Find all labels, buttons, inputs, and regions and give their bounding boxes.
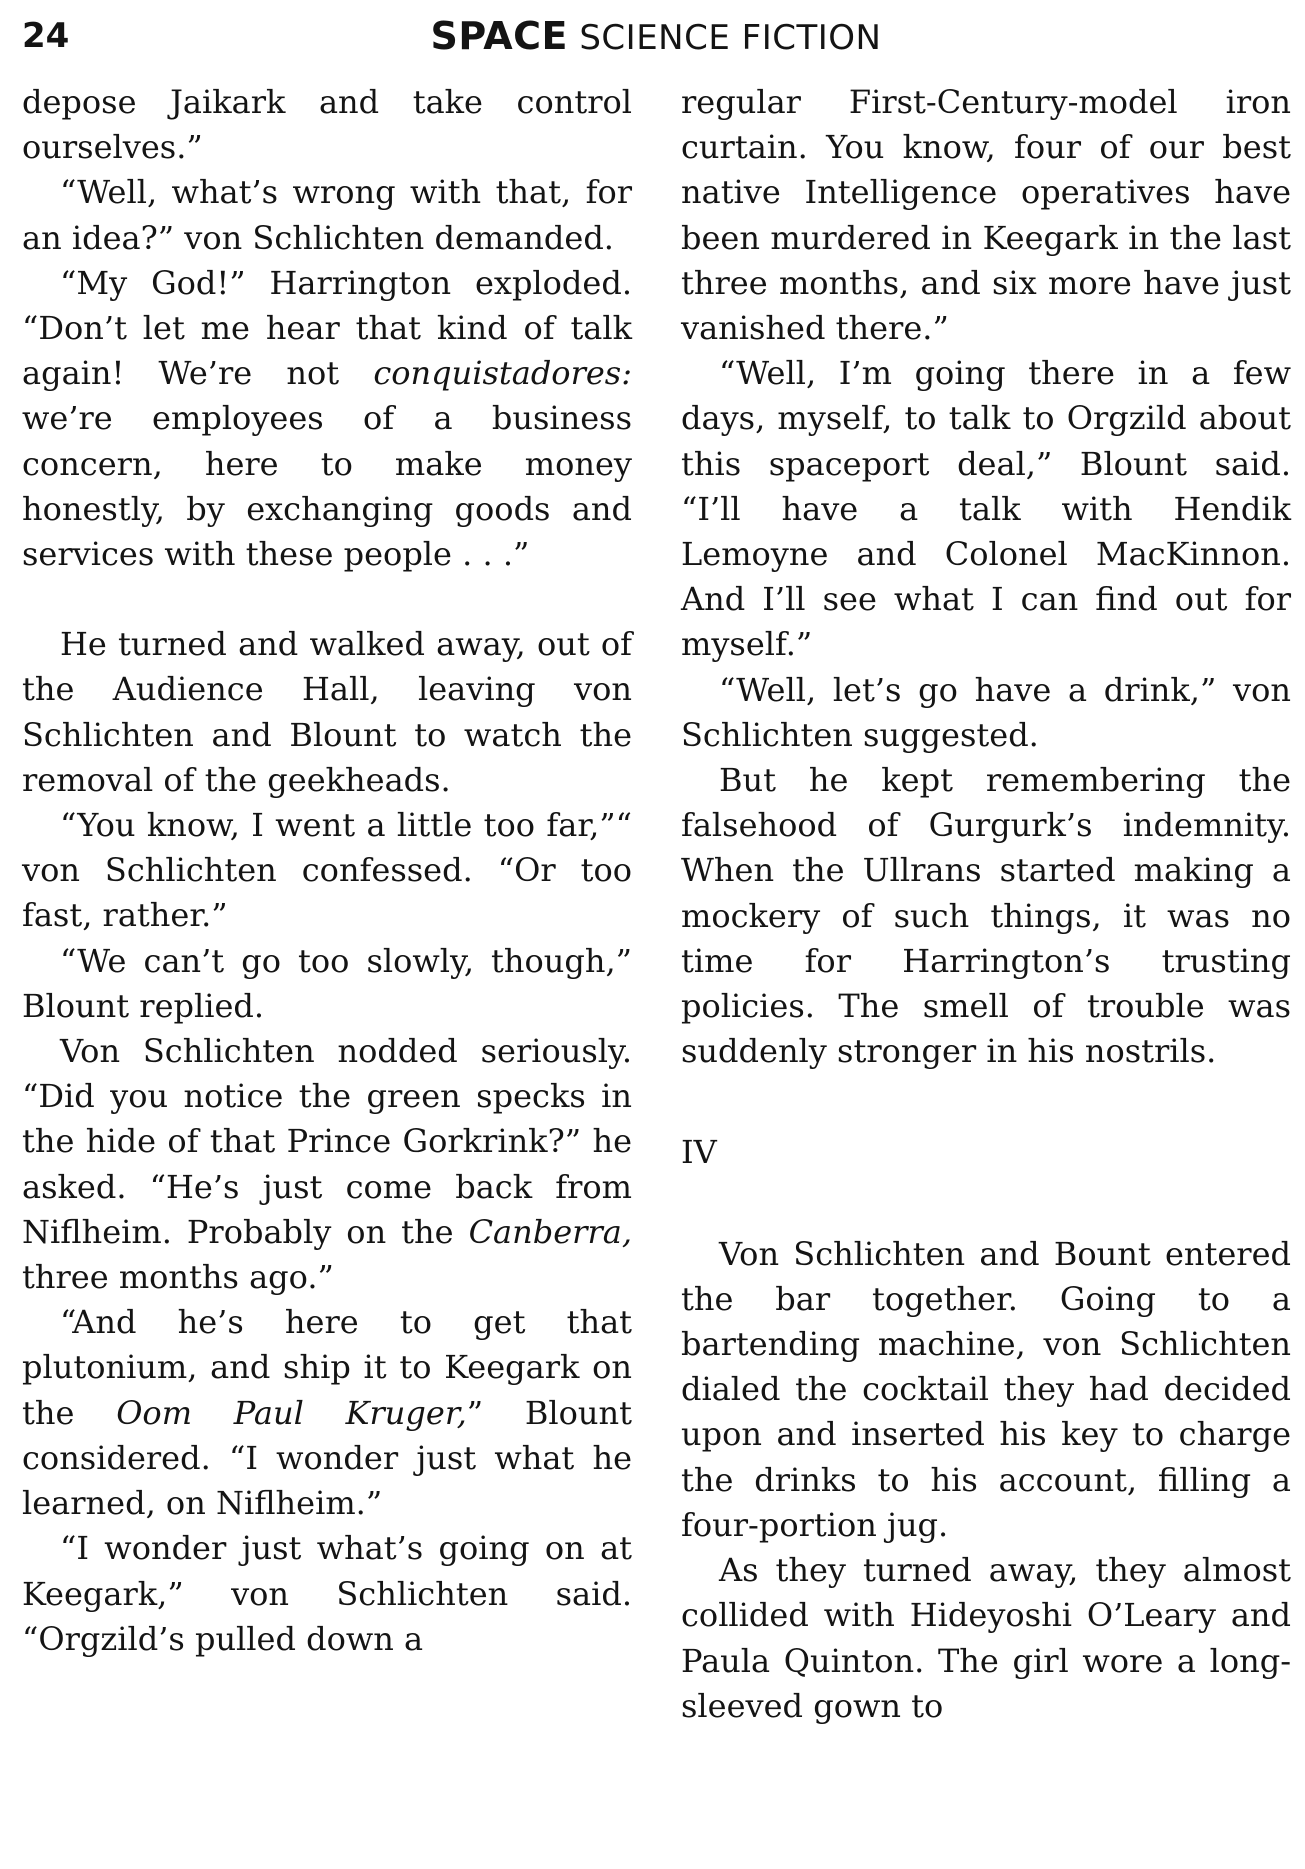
paragraph: “You know, I went a little too far,”“ von Schlichten confessed. “Or too fast, rather.” bbox=[22, 806, 632, 935]
section-spacer bbox=[681, 1074, 1291, 1130]
paragraph: “We can’t go too slowly, though,” Blount replied. bbox=[22, 941, 632, 1025]
page-number: 24 bbox=[22, 16, 70, 56]
section-spacer bbox=[681, 1176, 1291, 1232]
magazine-title-strong: SPACE bbox=[430, 14, 569, 58]
text-run: ” Blount considered. “I wonder just what he learned, on Niflheim.” bbox=[22, 1393, 633, 1523]
paragraph: “I wonder just what’s going on at Keegark,” von Schlichten said. “Orgzild’s pulled down a bbox=[22, 1529, 632, 1658]
paragraph bbox=[22, 1300, 632, 1526]
section-heading: IV bbox=[681, 1133, 717, 1172]
page-header bbox=[22, 12, 1290, 60]
text-run: Von Schlichten nodded seriously. “Did you notice the green specks in the hide of that Prince Gorkrink?” he asked. “He’s just come back from Niflheim. Probably on the bbox=[22, 1032, 632, 1251]
text-run: we’re employees of a business concern, here to make money honestly, by exchanging goods and services with these people . . .” bbox=[22, 399, 632, 574]
paragraph: “Well, let’s go have a drink,” von Schlichten suggested. bbox=[681, 670, 1291, 754]
paragraph bbox=[22, 261, 632, 577]
paragraph: depose Jaikark and take control ourselves.” bbox=[22, 83, 632, 167]
paragraph: regular First-Century-model iron curtain. You know, four of our best native Intelligence operatives have been murdered in Keegark in the last three months, and six more have just vanished there.” bbox=[681, 83, 1291, 348]
text-run: “My God!” Harrington exploded. “Don’t let me hear that kind of talk again! We’re not bbox=[22, 263, 632, 393]
paragraph: “Well, what’s wrong with that, for an idea?” von Schlichten demanded. bbox=[22, 173, 632, 257]
paragraph bbox=[22, 1029, 632, 1300]
left-column bbox=[22, 80, 632, 1662]
italic-text: Oom Paul Kruger, bbox=[116, 1393, 467, 1432]
text-run: “And he’s here to get that plutonium, and ship it to Keegark on the bbox=[22, 1303, 632, 1432]
running-head bbox=[22, 12, 1290, 62]
italic-text: Canberra, bbox=[468, 1212, 632, 1251]
paragraph: Von Schlichten and Bount entered the bar together. Going to a bartending machine, von Schlichten dialed the cocktail they had decided upon and inserted his key to charge the drinks to his account, filling a four-portion jug. bbox=[681, 1234, 1291, 1544]
paragraph: But he kept remembering the falsehood of Gurgurk’s indemnity. When the Ullrans started making a mockery of such things, it was no time for Harrington’s trusting policies. The smell of trouble was suddenly stronger in his nostrils. bbox=[681, 761, 1291, 1071]
text-run: three months ago.” bbox=[22, 1258, 334, 1297]
italic-text: conquistadores: bbox=[373, 354, 632, 393]
magazine-title-rest: SCIENCE FICTION bbox=[579, 18, 882, 58]
paragraph: “Well, I’m going there in a few days, myself, to talk to Orgzild about this spaceport deal,” Blount said. “I’ll have a talk with Hendik Lemoyne and Colonel MacKinnon. And I’ll see what I can find out for myself.” bbox=[681, 354, 1291, 664]
scene-break bbox=[22, 577, 632, 622]
right-column bbox=[681, 80, 1291, 1729]
paragraph: He turned and walked away, out of the Audience Hall, leaving von Schlichten and Blount to watch the removal of the geekheads. bbox=[22, 625, 632, 799]
paragraph: As they turned away, they almost collided with Hideyoshi O’Leary and Paula Quinton. The girl wore a long-sleeved gown to bbox=[681, 1551, 1291, 1725]
